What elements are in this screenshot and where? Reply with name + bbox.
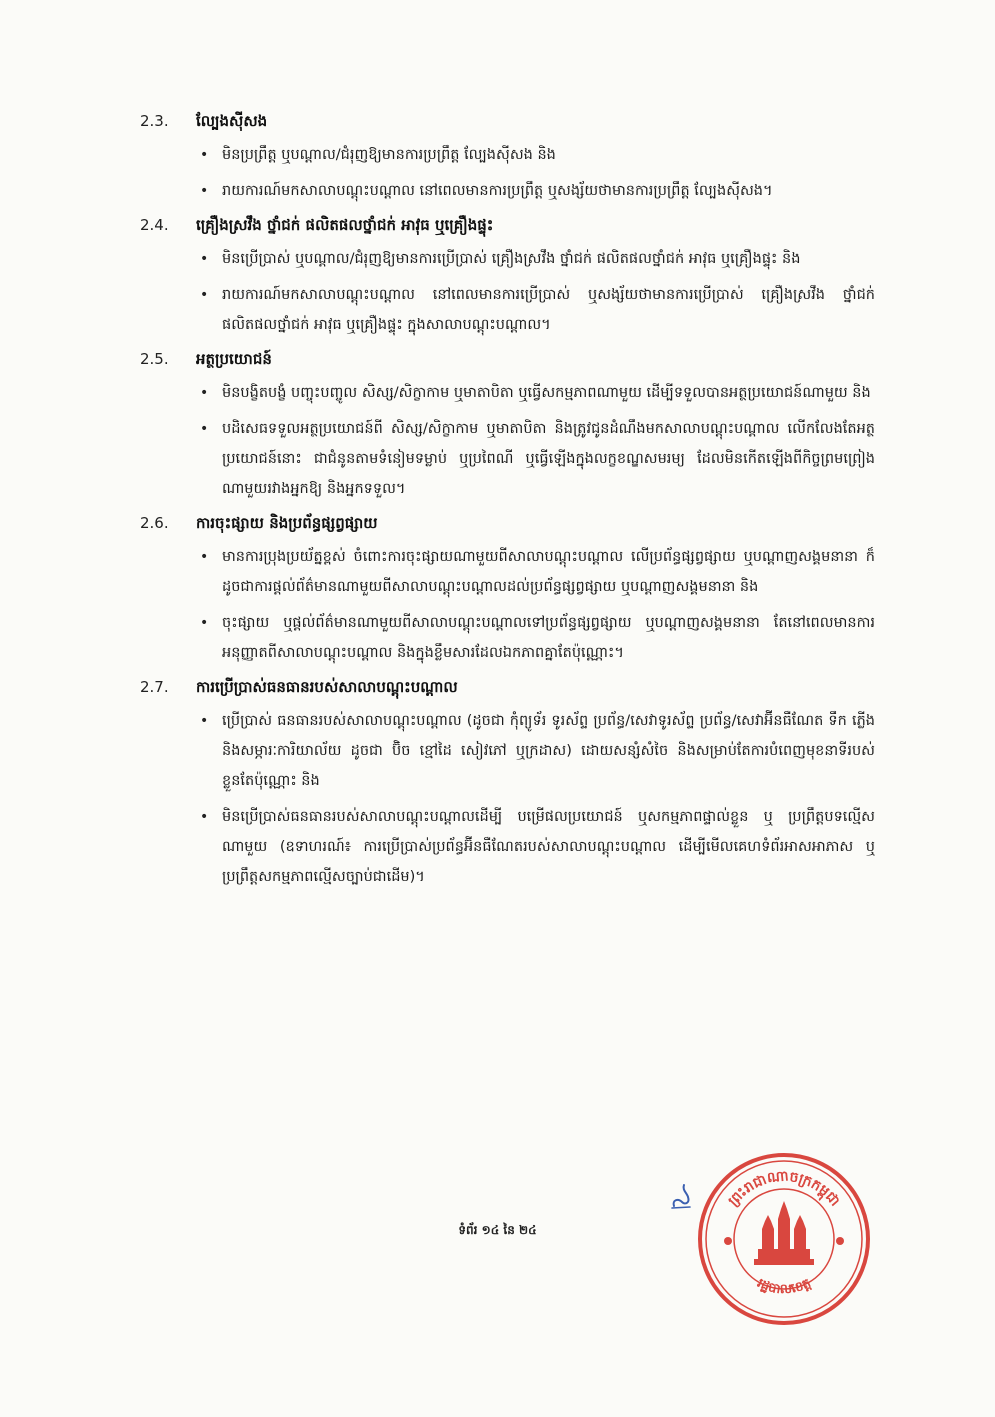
list-item-text: មានការប្រុងប្រយ័ត្នខ្ពស់ ចំពោះការចុះផ្សាយណាមួយពីសាលាបណ្ដុះបណ្ដាល លើប្រព័ន្ធផ្សព្វផ្សាយ ឬបណ្ដាញសង្គមនានា ក៏ដូចជាការផ្ដល់ព័ត៌មានណាមួយពីសាលាបណ្ដុះបណ្ដាលដល់ប្រព័ន្ធផ្សព្វផ្សាយ ឬបណ្ដាញសង្គមនានា និង [222,549,875,595]
section-title: អត្ថប្រយោជន៍ [196,350,272,368]
list-item [196,414,875,504]
document-body [140,112,875,902]
bullet-icon: • [200,147,209,163]
bullet-list [140,140,875,206]
page-number: ទំព័រ ១៤ នៃ ២៤ [458,1223,537,1237]
list-item [196,176,875,206]
section-title: ការចុះផ្សាយ និងប្រព័ន្ធផ្សព្វផ្សាយ [196,514,378,532]
section-2-7 [140,678,875,892]
section-number: 2.4. [140,216,169,234]
bullet-icon: • [200,713,209,729]
section-2-5 [140,350,875,504]
list-item-text: បដិសេធទទួលអត្ថប្រយោជន៍ពី សិស្ស/សិក្ខាកាម ឬមាតាបិតា និងត្រូវជូនដំណឹងមកសាលាបណ្ដុះបណ្ដាល លើកលែងតែអត្ថប្រយោជន៍នោះ ជាជំនូនតាមទំនៀមទម្លាប់ ឬប្រពៃណី ឬធ្វើឡើងក្នុងលក្ខខណ្ឌសមរម្យ ដែលមិនកើតឡើងពីកិច្ចព្រមព្រៀងណាមួយរវាងអ្នកឱ្យ និងអ្នកទទួល។ [222,421,875,497]
svg-text:ព្រះរាជាណាចក្រកម្ពុជា: ព្រះរាជាណាចក្រកម្ពុជា [725,1168,843,1210]
bullet-icon: • [200,549,209,565]
section-heading [140,678,875,700]
section-title: គ្រឿងស្រវឹង ថ្នាំជក់ ផលិតផលថ្នាំជក់ អាវុធ ឬគ្រឿងផ្ទុះ [196,216,494,234]
list-item [196,542,875,602]
section-number: 2.5. [140,350,169,368]
bullet-icon: • [200,421,209,437]
official-seal-icon [694,1149,874,1329]
section-2-4 [140,216,875,340]
svg-text:រដ្ឋបាលខេត្ត: រដ្ឋបាលខេត្ត [754,1275,814,1298]
list-item [196,140,875,170]
section-title: ការប្រើប្រាស់ធនធានរបស់សាលាបណ្ដុះបណ្ដាល [196,678,458,696]
list-item-text: រាយការណ៍មកសាលាបណ្ដុះបណ្ដាល នៅពេលមានការប្រើប្រាស់ ឬសង្ស័យថាមានការប្រើប្រាស់ គ្រឿងស្រវឹង ថ្នាំជក់ ផលិតផលថ្នាំជក់ អាវុធ ឬគ្រឿងផ្ទុះ ក្នុងសាលាបណ្ដុះបណ្ដាល។ [222,287,875,333]
list-item-text: ចុះផ្សាយ ឬផ្ដល់ព័ត៌មានណាមួយពីសាលាបណ្ដុះបណ្ដាលទៅប្រព័ន្ធផ្សព្វផ្សាយ ឬបណ្ដាញសង្គមនានា តែនៅពេលមានការអនុញ្ញាតពីសាលាបណ្ដុះបណ្ដាល និងក្នុងខ្លឹមសារដែលឯកភាពគ្នាតែប៉ុណ្ណោះ។ [222,615,875,661]
list-item [196,608,875,668]
section-title: ល្បែងស៊ីសង [196,112,268,130]
list-item [196,244,875,274]
bullet-icon: • [200,287,209,303]
section-number: 2.3. [140,112,169,130]
section-heading [140,216,875,238]
bullet-list [140,244,875,340]
bullet-icon: • [200,183,209,199]
section-heading [140,350,875,372]
signature-icon [668,1182,696,1212]
list-item [196,378,875,408]
list-item-text: មិនប្រើប្រាស់ ឬបណ្ដាល/ជំរុញឱ្យមានការប្រើប្រាស់ គ្រឿងស្រវឹង ថ្នាំជក់ ផលិតផលថ្នាំជក់ អាវុធ ឬគ្រឿងផ្ទុះ និង [222,251,801,267]
bullet-icon: • [200,809,209,825]
list-item-text: រាយការណ៍មកសាលាបណ្ដុះបណ្ដាល នៅពេលមានការប្រព្រឹត្ត ឬសង្ស័យថាមានការប្រព្រឹត្ត ល្បែងស៊ីសង។ [222,183,773,199]
section-heading [140,112,875,134]
section-number: 2.7. [140,678,169,696]
bullet-icon: • [200,385,209,401]
list-item [196,280,875,340]
bullet-list [140,706,875,892]
section-2-6 [140,514,875,668]
bullet-list [140,542,875,668]
list-item-text: មិនប្រព្រឹត្ត ឬបណ្ដាល/ជំរុញឱ្យមានការប្រព្រឹត្ត ល្បែងស៊ីសង និង [222,147,556,163]
list-item [196,802,875,892]
bullet-icon: • [200,615,209,631]
list-item-text: ប្រើប្រាស់ ធនធានរបស់សាលាបណ្ដុះបណ្ដាល (ដូចជា កុំព្យូទ័រ ទូរស័ព្ទ ប្រព័ន្ធ/សេវាទូរស័ព្ទ ប្រព័ន្ធ/សេវាអ៊ីនធឺណែត ទឹក ភ្លើង និងសម្ភារៈការិយាល័យ ដូចជា ប៊ិច ខ្មៅដៃ សៀវភៅ ឬក្រដាស) ដោយសន្សំសំចៃ និងសម្រាប់តែការបំពេញមុខនាទីរបស់ខ្លួនតែប៉ុណ្ណោះ និង [222,713,875,789]
list-item [196,706,875,796]
bullet-icon: • [200,251,209,267]
list-item-text: មិនប្រើប្រាស់ធនធានរបស់សាលាបណ្ដុះបណ្ដាលដើម្បី បម្រើផលប្រយោជន៍ ឬសកម្មភាពផ្ទាល់ខ្លួន ឬ ប្រព្រឹត្តបទល្មើសណាមួយ (ឧទាហរណ៍៖ ការប្រើប្រាស់ប្រព័ន្ធអ៊ីនធឺណែតរបស់សាលាបណ្ដុះបណ្ដាល ដើម្បីមើលគេហទំព័រអាសអាភាស ឬប្រព្រឹត្តសកម្មភាពល្មើសច្បាប់ជាដើម)។ [222,809,875,885]
section-2-3 [140,112,875,206]
section-heading [140,514,875,536]
section-number: 2.6. [140,514,169,532]
bullet-list [140,378,875,504]
list-item-text: មិនបង្ខិតបង្ខំ បញ្ចុះបញ្ចូល សិស្ស/សិក្ខាកាម ឬមាតាបិតា ឬធ្វើសកម្មភាពណាមួយ ដើម្បីទទួលបានអត្ថប្រយោជន៍ណាមួយ និង [222,385,871,401]
